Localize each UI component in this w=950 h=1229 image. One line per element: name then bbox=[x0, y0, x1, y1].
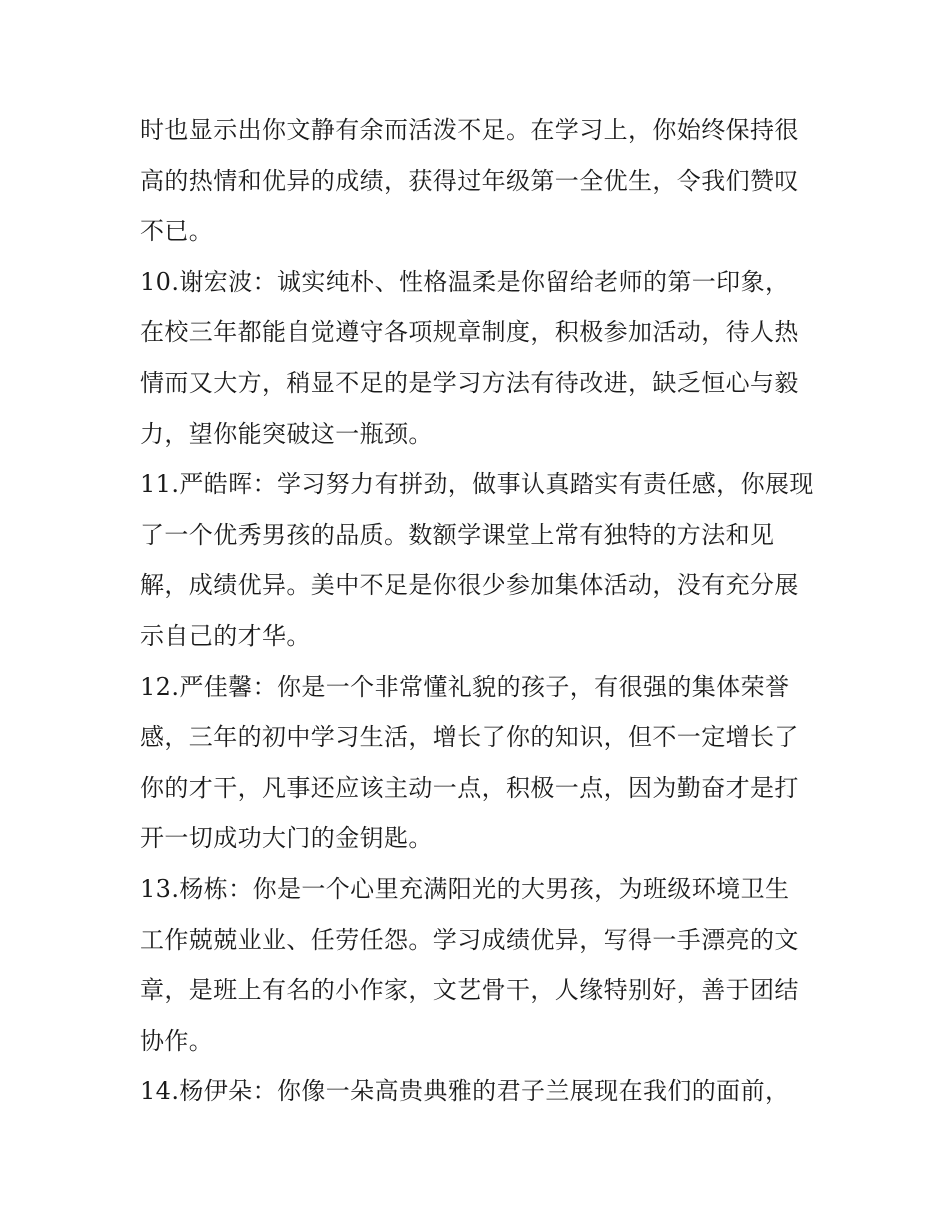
text-line: 了一个优秀男孩的品质。数额学课堂上常有独特的方法和见 bbox=[140, 520, 775, 549]
text-line: 时也显示出你文静有余而活泼不足。在学习上，你始终保持很 bbox=[140, 116, 799, 144]
text-line: 章，是班上有名的小作家，文艺骨干，人缘特别好，善于团结 bbox=[140, 976, 799, 1005]
text-line: 高的热情和优异的成绩，获得过年级第一全优生，令我们赞叹 bbox=[140, 166, 799, 195]
entry-14-first-line: 14.杨伊朵：你像一朵高贵典雅的君子兰展现在我们的面前， bbox=[140, 1077, 790, 1106]
text-line: 感，三年的初中学习生活，增长了你的知识，但不一定增长了 bbox=[140, 723, 799, 752]
text-line: 在校三年都能自觉遵守各项规章制度，积极参加活动，待人热 bbox=[140, 318, 799, 347]
text-line: 开一切成功大门的金钥匙。 bbox=[140, 824, 433, 853]
text-line: 不已。 bbox=[140, 217, 214, 246]
text-line: 协作。 bbox=[140, 1026, 214, 1055]
document-body bbox=[140, 105, 820, 1117]
text-line: 解，成绩优异。美中不足是你很少参加集体活动，没有充分展 bbox=[140, 571, 799, 600]
entry-10-first-line: 10.谢宏波：诚实纯朴、性格温柔是你留给老师的第一印象， bbox=[140, 267, 790, 296]
entry-13-first-line: 13.杨栋：你是一个心里充满阳光的大男孩，为班级环境卫生 bbox=[140, 874, 790, 903]
text-line: 情而又大方，稍显不足的是学习方法有待改进，缺乏恒心与毅 bbox=[140, 368, 799, 397]
text-line: 示自己的才华。 bbox=[140, 621, 311, 650]
text-line: 力，望你能突破这一瓶颈。 bbox=[140, 419, 433, 448]
text-line: 你的才干，凡事还应该主动一点，积极一点，因为勤奋才是打 bbox=[140, 773, 799, 802]
entry-11-first-line: 11.严皓晖：学习努力有拼劲，做事认真踏实有责任感，你展现 bbox=[140, 470, 814, 499]
entry-12-first-line: 12.严佳馨：你是一个非常懂礼貌的孩子，有很强的集体荣誉 bbox=[140, 672, 790, 701]
text-line: 工作兢兢业业、任劳任怨。学习成绩优异，写得一手漂亮的文 bbox=[140, 925, 799, 954]
